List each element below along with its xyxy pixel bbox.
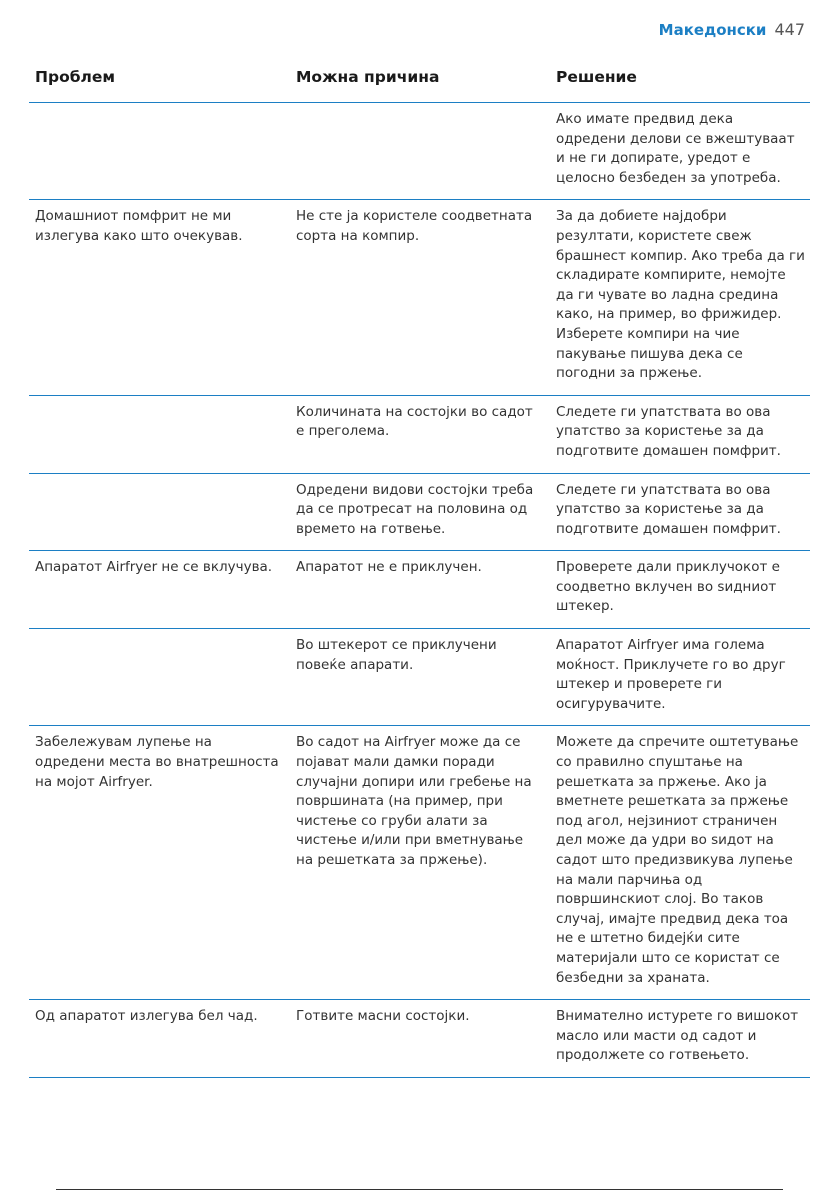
header-solution: Решение bbox=[556, 68, 637, 86]
table-row bbox=[29, 474, 810, 552]
cause-cell: Во садот на Airfryer може да се појават мали дамки поради случајни допири или гребење на површината (на пример, при чистење со груби алати за чистење и/или при вметнување на решетката за пржење). bbox=[296, 734, 532, 868]
problem-cell: Забележувам лупење на одредени места во внатрешноста на мојот Airfryer. bbox=[35, 734, 279, 790]
problem-cell bbox=[29, 110, 290, 188]
language-label: Македонски bbox=[658, 21, 767, 39]
problem-cell: Апаратот Airfryer не се вклучува. bbox=[35, 559, 273, 576]
table-row bbox=[29, 200, 810, 395]
page-number: 447 bbox=[774, 20, 805, 39]
cause-cell bbox=[290, 110, 550, 188]
header-cause: Можна причина bbox=[296, 68, 440, 86]
troubleshooting-table bbox=[29, 64, 810, 1078]
cause-cell: Одредени видови состојки треба да се протресат на половина од времето на готвење. bbox=[296, 481, 534, 537]
table-row bbox=[29, 103, 810, 200]
solution-cell: Ако имате предвид дека одредени делови се вжештуваат и не ги допирате, уредот е целосно безбеден за употреба. bbox=[556, 111, 795, 186]
solution-cell: Следете ги упатствата во ова упатство за користење за да подготвите домашен помфрит. bbox=[556, 481, 781, 537]
solution-cell: Апаратот Airfryer има голема моќност. Приклучете го во друг штекер и проверете ги осигурувачите. bbox=[556, 637, 786, 712]
solution-cell: Внимателно истурете го вишокот масло или масти од садот и продолжете со готвењето. bbox=[556, 1008, 799, 1064]
problem-cell bbox=[29, 481, 290, 540]
page-header bbox=[659, 20, 805, 39]
table-row bbox=[29, 1000, 810, 1078]
solution-cell: Можете да спречите оштетување со правилно спуштање на решетката за пржење. Ако ја вметнете решетката за пржење под агол, нејзиниот страничен дел може да удри во ѕидот на садот што предизвикува лупење на мали парчиња од површинскиот слој. Во таков случај, имајте предвид дека тоа не е штетно бидејќи сите материјали што се користат се безбедни за храната. bbox=[556, 734, 799, 986]
table-row bbox=[29, 726, 810, 1000]
table-row bbox=[29, 551, 810, 629]
table-row bbox=[29, 396, 810, 474]
problem-cell bbox=[29, 403, 290, 462]
solution-cell: Проверете дали приклучокот е соодветно вклучен во ѕидниот штекер. bbox=[556, 559, 780, 615]
problem-cell: Од апаратот излегува бел чад. bbox=[35, 1008, 258, 1025]
footer-divider bbox=[56, 1189, 783, 1190]
problem-cell: Домашниот помфрит не ми излегува како што очекував. bbox=[35, 208, 243, 244]
problem-cell bbox=[29, 636, 290, 714]
solution-cell: Следете ги упатствата во ова упатство за користење за да подготвите домашен помфрит. bbox=[556, 403, 781, 459]
table-row bbox=[29, 629, 810, 726]
solution-cell: За да добиете најдобри резултати, користете свеж брашнест компир. Ако треба да ги складирате компирите, немојте да ги чувате во ладна средина како, на пример, во фрижидер. Изберете компири на чие пакување пишува дека се погодни за пржење. bbox=[556, 208, 805, 382]
header-problem: Проблем bbox=[35, 68, 116, 86]
cause-cell: Не сте ја користеле соодветната сорта на компир. bbox=[296, 208, 533, 244]
cause-cell: Апаратот не е приклучен. bbox=[296, 559, 482, 576]
cause-cell: Количината на состојки во садот е преголема. bbox=[296, 403, 533, 440]
cause-cell: Во штекерот се приклучени повеќе апарати. bbox=[296, 637, 497, 673]
table-header-row bbox=[29, 64, 810, 103]
cause-cell: Готвите масни состојки. bbox=[296, 1008, 470, 1025]
